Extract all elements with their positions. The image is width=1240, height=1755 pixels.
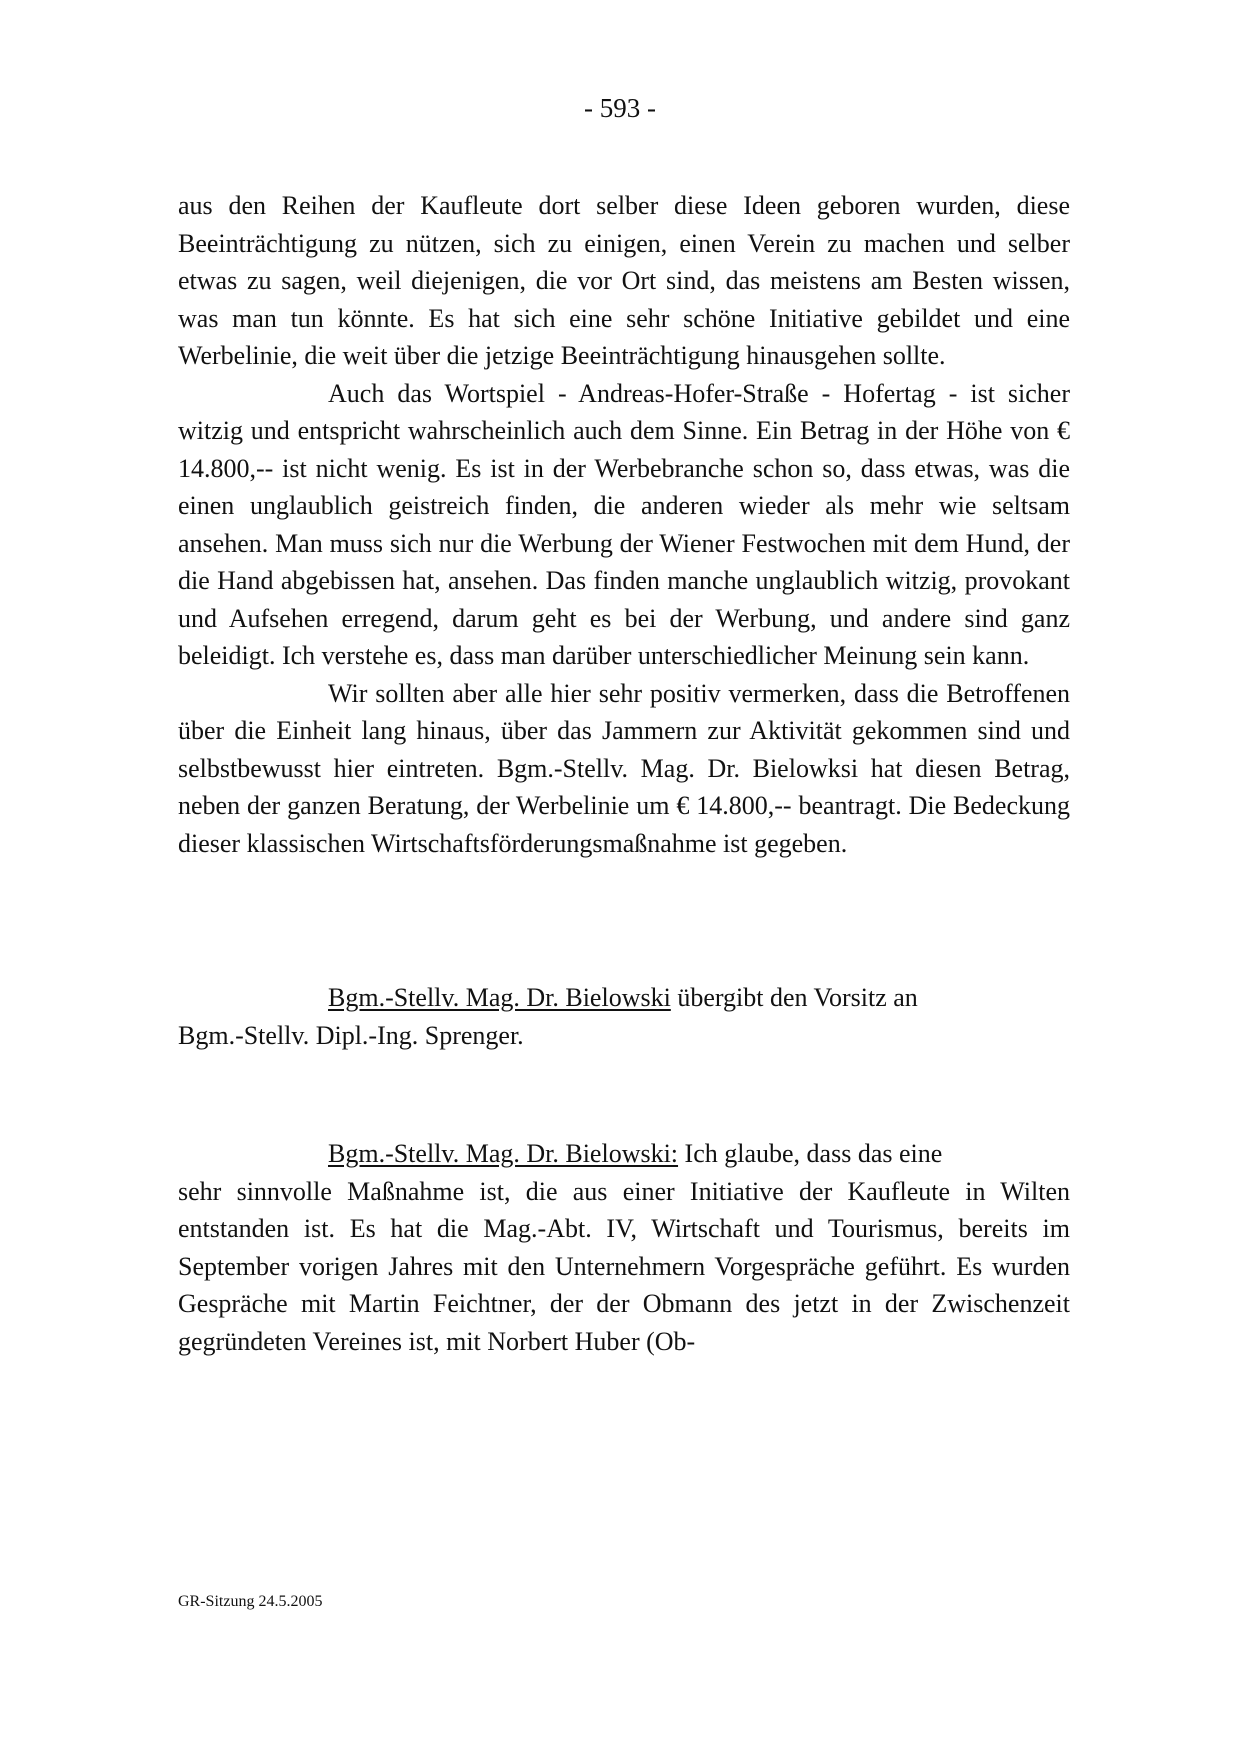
speech-text: sehr sinnvolle Maßnahme ist, die aus einer Initiative der Kaufleute in Wilten entstanden ist. Es hat die Mag.-Abt. IV, Wirtschaft und Tourismus, bereits im September vorigen Jahres mit den Unternehmern Vorgespräche geführt. Es wurden Gespräche mit Martin Feichtner, der der Obmann des jetzt in der Zwischenzeit gegründeten Vereines ist, mit Norbert Huber (Ob- (178, 1176, 1070, 1356)
speech-first-line (178, 1135, 1070, 1173)
speech-block (178, 1135, 1070, 1360)
paragraph-2: Auch das Wortspiel - Andreas-Hofer-Straße - Hofertag - ist sicher witzig und entspricht wahrscheinlich auch dem Sinne. Ein Betrag in der Höhe von € 14.800,-- ist nicht wenig. Es ist in der Werbebranche schon so, dass etwas, was die einen unglaublich geistreich finden, die anderen wieder als mehr wie seltsam ansehen. Man muss sich nur die Werbung der Wiener Festwochen mit dem Hund, der die Hand abgebissen hat, ansehen. Das finden manche unglaublich witzig, provokant und Aufsehen erregend, darum geht es bei der Werbung, und andere sind ganz beleidigt. Ich verstehe es, dass man darüber unterschiedlicher Meinung sein kann. (178, 378, 1070, 670)
main-text (178, 187, 1070, 862)
chair-change-line-2: Bgm.-Stellv. Dipl.-Ing. Sprenger. (178, 1020, 524, 1050)
chair-change-line-1 (178, 979, 1070, 1017)
page-number: - 593 - (584, 93, 656, 123)
footer-session-date: GR-Sitzung 24.5.2005 (178, 1593, 323, 1610)
paragraph-1: aus den Reihen der Kaufleute dort selber diese Ideen geboren wurden, diese Beeinträchtigung zu nützen, sich zu einigen, einen Verein zu machen und selber etwas zu sagen, weil diejenigen, die vor Ort sind, das meistens am Besten wissen, was man tun könnte. Es hat sich eine sehr schöne Initiative gebildet und eine Werbelinie, die weit über die jetzige Beeinträchtigung hinausgehen sollte. (178, 191, 1070, 370)
chair-change-text: übergibt den Vorsitz an (670, 983, 918, 1012)
speech-speaker: Bgm.-Stellv. Mag. Dr. Bielowski: (328, 1139, 679, 1168)
chair-change-speaker: Bgm.-Stellv. Mag. Dr. Bielowski (328, 983, 671, 1012)
paragraph-3: Wir sollten aber alle hier sehr positiv vermerken, dass die Betroffenen über die Einheit lang hinaus, über das Jammern zur Aktivität gekommen sind und selbstbewusst hier eintreten. Bgm.-Stellv. Mag. Dr. Bielowksi hat diesen Betrag, neben der ganzen Beratung, der Werbelinie um € 14.800,-- beantragt. Die Bedeckung dieser klassischen Wirtschaftsförderungsmaßnahme ist gegeben. (178, 678, 1070, 858)
speech-first-line-text: Ich glaube, dass das eine (678, 1139, 943, 1168)
chair-change-notice (178, 979, 1070, 1054)
